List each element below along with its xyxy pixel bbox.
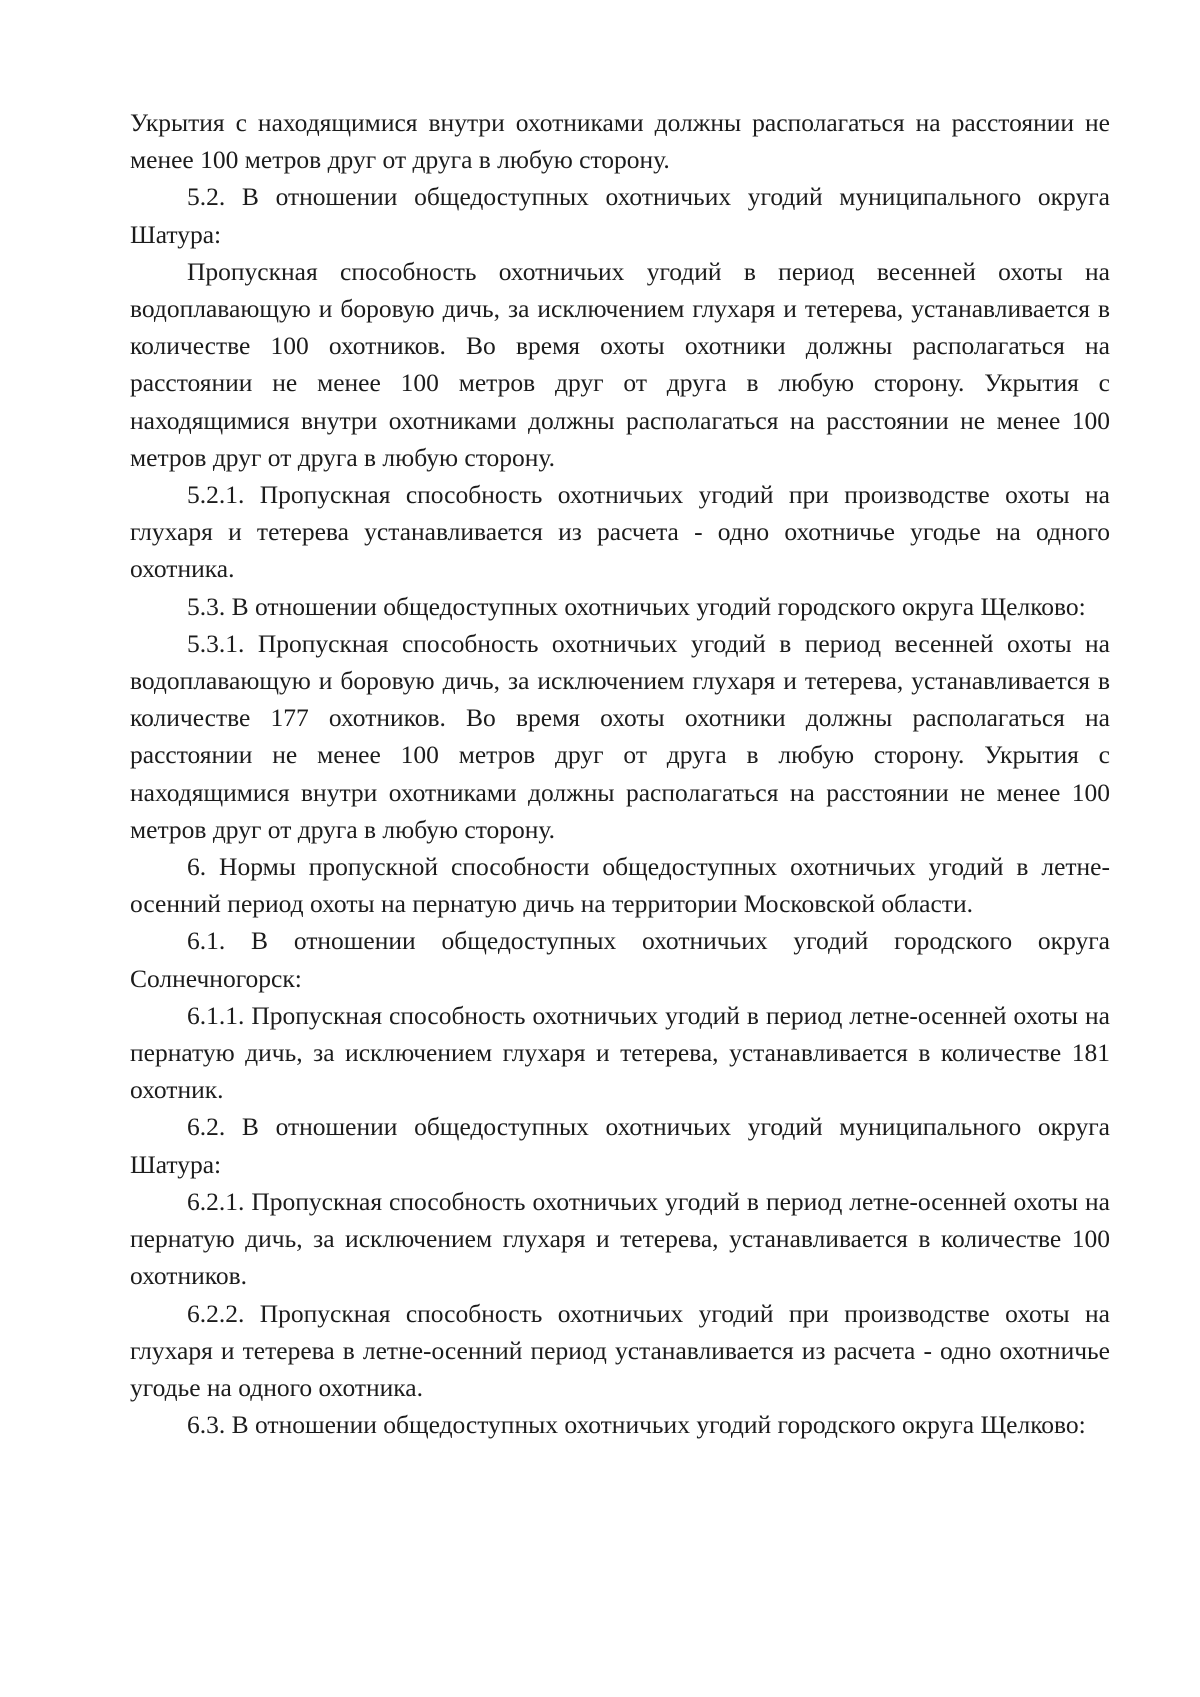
paragraph-5-3-1: 5.3.1. Пропускная способность охотничьих угодий в период весенней охоты на водоплавающую и боровую дичь, за исключением глухаря и тетерева, устанавливается в количестве 177 охотников. Во время охоты охотники должны располагаться на расстоянии не менее 100 метров друг от друга в любую сторону. Укрытия с находящимися внутри охотниками должны располагаться на расстоянии не менее 100 метров друг от друга в любую сторону. — [130, 628, 1110, 844]
paragraph-5-2-capacity: Пропускная способность охотничьих угодий в период весенней охоты на водоплавающую и боровую дичь, за исключением глухаря и тетерева, устанавливается в количестве 100 охотников. Во время охоты охотники должны располагаться на расстоянии не менее 100 метров друг от друга в любую сторону. Укрытия с находящимися внутри охотниками должны располагаться на расстоянии не менее 100 метров друг от друга в любую сторону. — [130, 256, 1110, 472]
paragraph-5-2-1: 5.2.1. Пропускная способность охотничьих угодий при производстве охоты на глухаря и тетерева устанавливается из расчета - одно охотничье угодье на одного охотника. — [130, 480, 1110, 584]
paragraph-6-2-2: 6.2.2. Пропускная способность охотничьих угодий при производстве охоты на глухаря и тетерева в летне-осенний период устанавливается из расчета - одно охотничье угодье на одного охотника. — [130, 1298, 1110, 1402]
paragraph-shelters-continued: Укрытия с находящимися внутри охотниками должны располагаться на расстоянии не менее 100 метров друг от друга в любую сторону. — [130, 108, 1110, 175]
paragraph-5-2: 5.2. В отношении общедоступных охотничьих угодий муниципального округа Шатура: — [130, 182, 1110, 249]
paragraph-6-2: 6.2. В отношении общедоступных охотничьих угодий муниципального округа Шатура: — [130, 1112, 1110, 1179]
paragraph-6-2-1: 6.2.1. Пропускная способность охотничьих угодий в период летне-осенней охоты на пернатую дичь, за исключением глухаря и тетерева, устанавливается в количестве 100 охотников. — [130, 1186, 1110, 1291]
paragraph-6: 6. Нормы пропускной способности общедоступных охотничьих угодий в летне-осенний период охоты на пернатую дичь на территории Московской области. — [130, 852, 1110, 919]
document-body — [130, 104, 1110, 1443]
paragraph-5-3: 5.3. В отношении общедоступных охотничьих угодий городского округа Щелково: — [187, 591, 1086, 621]
paragraph-6-1-1: 6.1.1. Пропускная способность охотничьих угодий в период летне-осенней охоты на пернатую дичь, за исключением глухаря и тетерева, устанавливается в количестве 181 охотник. — [130, 1000, 1110, 1105]
paragraph-6-3: 6.3. В отношении общедоступных охотничьих угодий городского округа Щелково: — [187, 1410, 1086, 1440]
paragraph-6-1: 6.1. В отношении общедоступных охотничьих угодий городского округа Солнечногорск: — [130, 926, 1110, 993]
